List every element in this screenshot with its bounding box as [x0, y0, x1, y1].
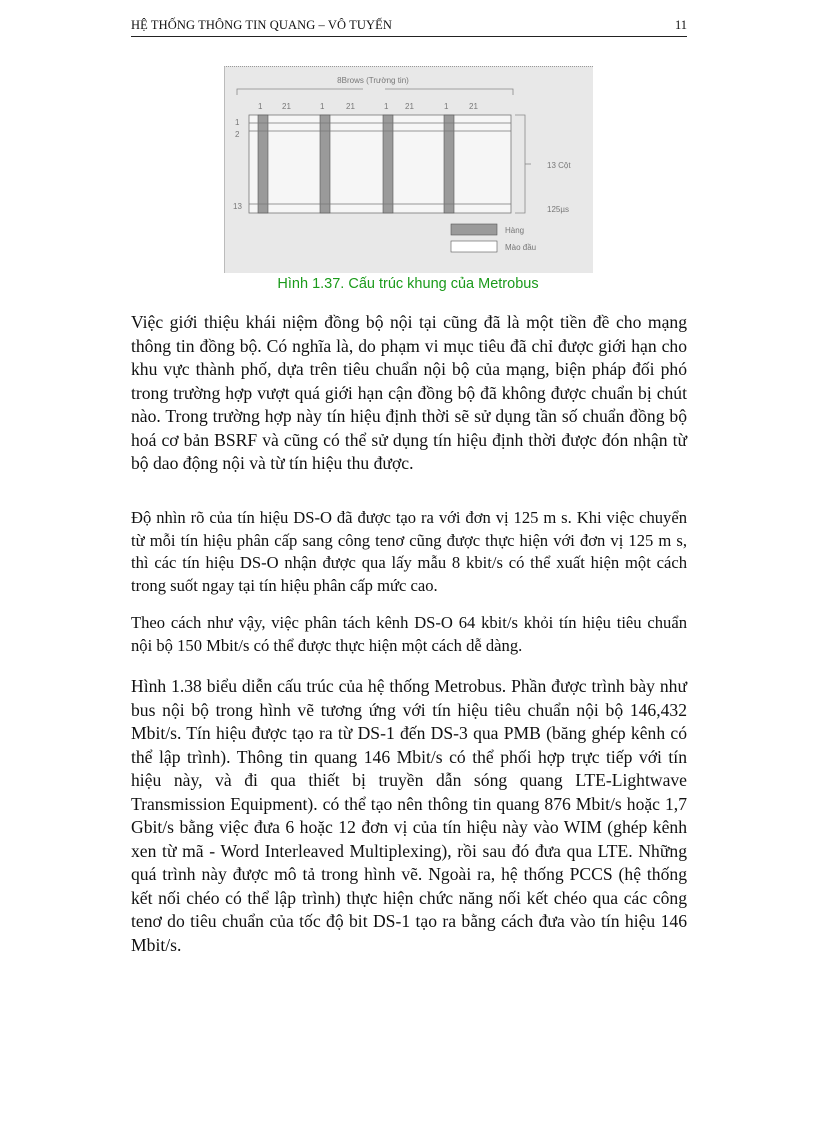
right-brace — [515, 115, 525, 213]
column-label: 21 — [346, 102, 355, 111]
column-label: 1 — [320, 102, 325, 111]
column-label: 21 — [405, 102, 414, 111]
figure-caption: Hình 1.37. Cấu trúc khung của Metrobus — [277, 276, 539, 292]
overhead-column — [444, 115, 454, 213]
legend-swatch-mao-dau — [451, 241, 497, 252]
row-label: 1 — [235, 118, 240, 127]
overhead-column — [383, 115, 393, 213]
row-label: 13 — [233, 202, 242, 211]
time-label: 125µs — [547, 205, 569, 214]
figure-top-label: 8Brows (Trường tin) — [337, 76, 409, 85]
column-label: 1 — [444, 102, 449, 111]
rows-count-label: 13 Cột — [547, 161, 571, 170]
legend-hang-label: Hàng — [505, 226, 525, 235]
body-paragraph: Độ nhìn rõ của tín hiệu DS-O đã được tạo ra với đơn vị 125 m s. Khi việc chuyển từ mỗi tín hiệu phân cấp sang công tenơ cũng được thực hiện với đơn vị 125 m s, thì các tín hiệu DS-O nhận được qua lấy mẫu 8 kbit/s có thể xuất hiện một cách trong suốt ngay tại tín hiệu phân cấp mức cao. — [131, 508, 687, 595]
overhead-column — [320, 115, 330, 213]
top-brace — [237, 89, 513, 95]
column-label: 1 — [258, 102, 263, 111]
legend-swatch-hang — [451, 224, 497, 235]
page-number: 11 — [674, 18, 687, 32]
column-label: 1 — [384, 102, 389, 111]
header-title: HỆ THỐNG THÔNG TIN QUANG – VÔ TUYẾN — [131, 18, 393, 32]
frame-body — [249, 115, 511, 213]
column-label: 21 — [282, 102, 291, 111]
overhead-column — [258, 115, 268, 213]
body-paragraph: Hình 1.38 biểu diễn cấu trúc của hệ thống Metrobus. Phần được trình bày như bus nội bộ trong hình vẽ tương ứng với tín hiệu tiêu chuẩn nội bộ 146,432 Mbit/s. Tín hiệu được tạo ra từ DS-1 đến DS-3 qua PMB (băng ghép kênh có thể lập trình). Thông tin quang 146 Mbit/s có thể phối hợp trực tiếp với tín hiệu này, và đi qua thiết bị truyền dẫn sóng quang LTE-Lightwave Transmission Equipment). có thể tạo nên thông tin quang 876 Mbit/s hoặc 1,7 Gbit/s bằng việc đưa 6 hoặc 12 đơn vị của tín hiệu này vào WIM (ghép kênh xen từ mã - Word Interleaved Multiplexing), rồi sau đó đưa qua LTE. Những quá trình này được mô tả trong hình vẽ. Ngoài ra, hệ thống PCCS (hệ thống kết nối chéo có thể lập trình) thực hiện chức năng nối kết chéo qua các công tenơ do tiêu chuẩn của tốc độ bit DS-1 tạo ra bằng cách đưa vào tín hiệu 146 Mbit/s. — [131, 676, 687, 955]
page-header — [131, 14, 687, 37]
legend-mao-dau-label: Mào đầu — [505, 243, 537, 252]
body-paragraph: Việc giới thiệu khái niệm đồng bộ nội tại cũng đã là một tiền đề cho mạng thông tin đồng bộ. Có nghĩa là, do phạm vi mục tiêu đã chỉ được giới hạn cho khu vực thành phố, dựa trên tiêu chuẩn nội bộ của mạng, biện pháp đối phó trong trường hợp vượt quá giới hạn cận đồng bộ đã không được chuẩn bị chút nào. Trong trường hợp này tín hiệu định thời sẽ sử dụng tần số chuẩn đồng bộ hoá cơ bản BSRF và cũng có thể sử dụng tín hiệu định thời được đón nhận từ bộ dao động nội và từ tín hiệu thu được. — [131, 312, 687, 473]
metrobus-frame-figure — [224, 66, 593, 273]
row-label: 2 — [235, 130, 240, 139]
column-label: 21 — [469, 102, 478, 111]
body-paragraph: Theo cách như vậy, việc phân tách kênh DS-O 64 kbit/s khỏi tín hiệu tiêu chuẩn nội bộ 150 Mbit/s có thể được thực hiện một cách dễ dàng. — [131, 613, 687, 655]
